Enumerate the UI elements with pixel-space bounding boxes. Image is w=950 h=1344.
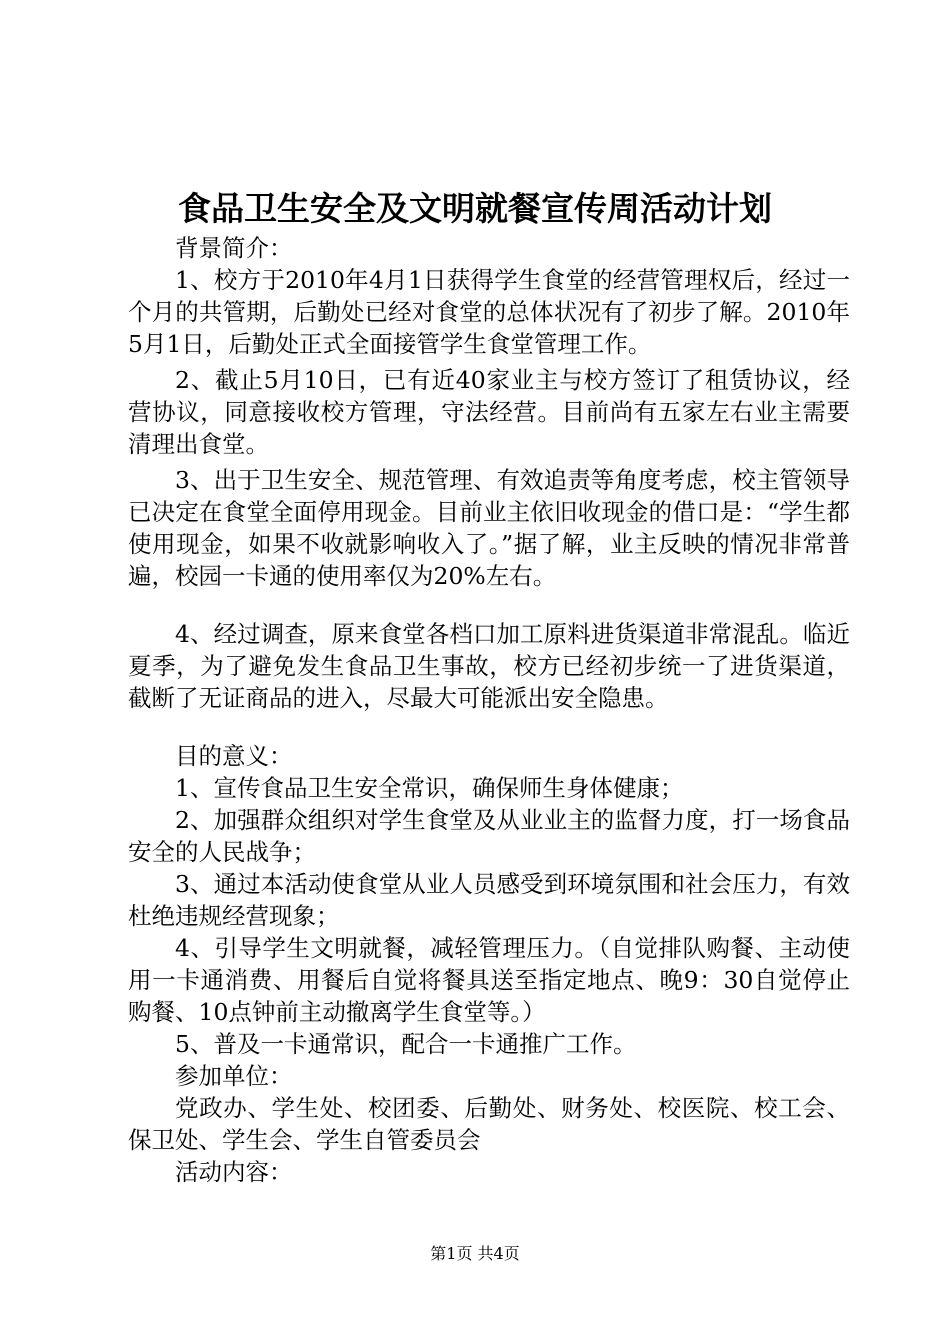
- page-footer: 第1页 共4页: [430, 1244, 520, 1263]
- purpose-heading: 目的意义：: [175, 742, 293, 770]
- purpose-item-2: 2、加强群众组织对学生食堂及从业业主的监督力度，打一场食品安全的人民战争；: [128, 806, 850, 866]
- background-item-4: 4、经过调查，原来食堂各档口加工原料进货渠道非常混乱。临近夏季，为了避免发生食品卫生事故，校方已经初步统一了进货渠道，截断了无证商品的进入，尽最大可能派出安全隐患。: [128, 620, 850, 712]
- purpose-item-4: 4、引导学生文明就餐，减轻管理压力。（自觉排队购餐、主动使用一卡通消费、用餐后自觉将餐具送至指定地点、晚9：30自觉停止购餐、10点钟前主动撤离学生食堂等。）: [128, 934, 850, 1026]
- activities-heading: 活动内容：: [175, 1158, 293, 1186]
- document-title: 食品卫生安全及文明就餐宣传周活动计划: [178, 189, 772, 228]
- background-item-2: 2、截止5月10日，已有近40家业主与校方签订了租赁协议，经营协议，同意接收校方管理，守法经营。目前尚有五家左右业主需要清理出食堂。: [128, 366, 850, 458]
- background-heading: 背景简介：: [175, 234, 293, 262]
- purpose-item-1: 1、宣传食品卫生安全常识，确保师生身体健康；: [175, 774, 684, 802]
- participants-text: 党政办、学生处、校团委、后勤处、财务处、校医院、校工会、保卫处、学生会、学生自管委员会: [128, 1094, 850, 1154]
- background-item-3: 3、出于卫生安全、规范管理、有效追责等角度考虑，校主管领导已决定在食堂全面停用现金。目前业主依旧收现金的借口是：“学生都使用现金，如果不收就影响收入了。”据了解，业主反映的情况非常普遍，校园一卡通的使用率仅为20%左右。: [128, 466, 850, 590]
- purpose-item-3: 3、通过本活动使食堂从业人员感受到环境氛围和社会压力，有效杜绝违规经营现象；: [128, 870, 850, 930]
- purpose-item-5: 5、普及一卡通常识，配合一卡通推广工作。: [175, 1030, 637, 1058]
- background-item-1: 1、校方于2010年4月1日获得学生食堂的经营管理权后，经过一个月的共管期，后勤处已经对食堂的总体状况有了初步了解。2010年5月1日，后勤处正式全面接管学生食堂管理工作。: [128, 266, 850, 358]
- participants-heading: 参加单位：: [175, 1062, 293, 1090]
- document-body: [128, 232, 850, 1188]
